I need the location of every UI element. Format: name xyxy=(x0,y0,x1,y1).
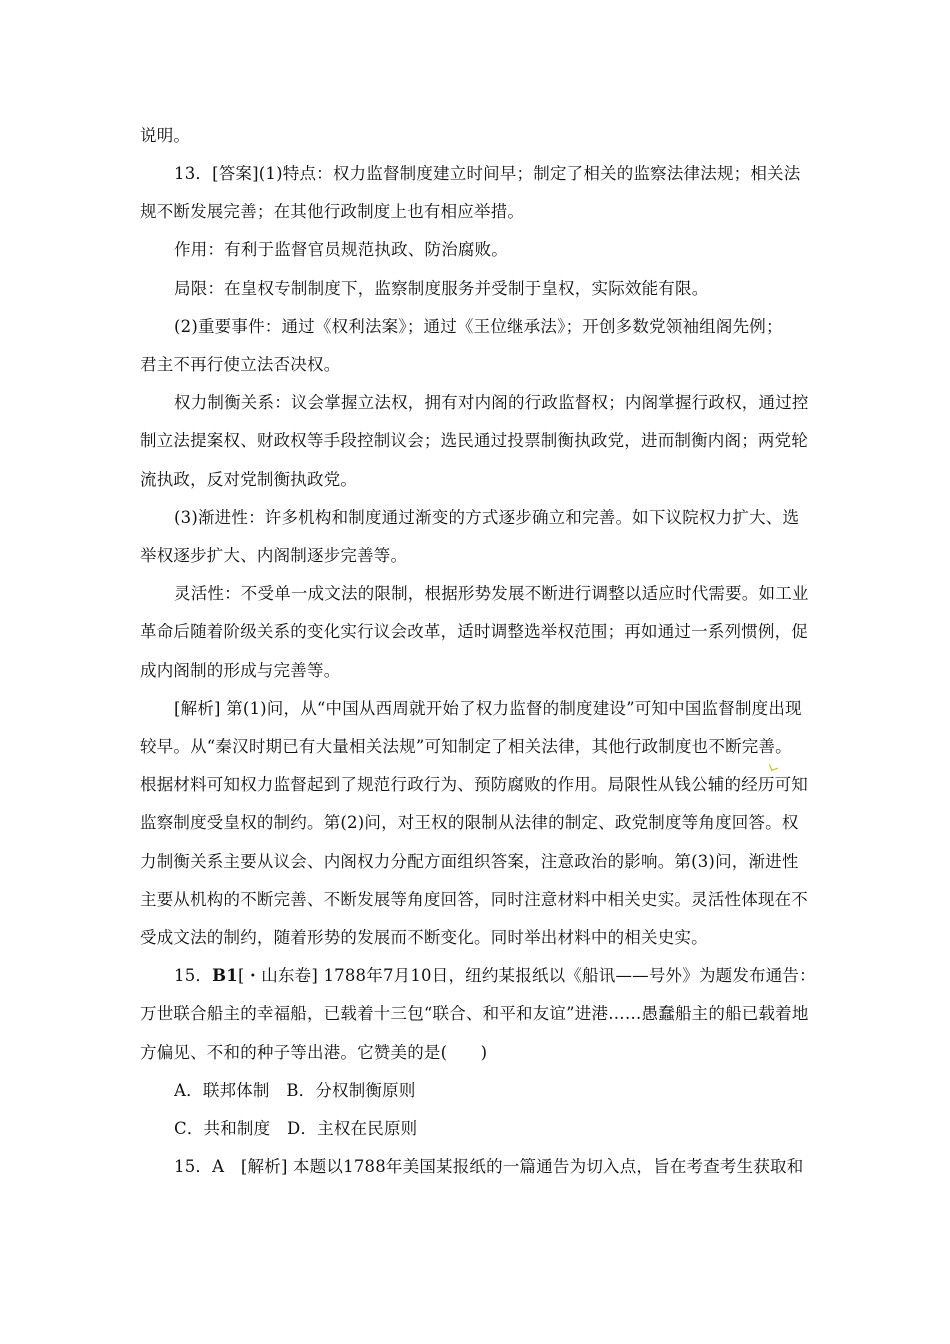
text-line: 根据材料可知权力监督起到了规范行政行为、预防腐败的作用。局限性从钱公辅的经历可知 xyxy=(140,775,808,794)
text-line: 说明。 xyxy=(140,126,191,145)
question-text: [・山东卷] 1788年7月10日，纽约某报纸以《船讯——号外》为题发布通告： xyxy=(237,966,816,985)
option-line: C．共和制度 D．主权在民原则 xyxy=(174,1119,418,1138)
check-mark-icon xyxy=(769,762,778,771)
text-line: 万世联合船主的幸福船，已载着十三包“联合、和平和友谊”进港……愚蠢船主的船已载着地 xyxy=(140,1004,809,1023)
text-line: 权力制衡关系：议会掌握立法权，拥有对内阁的行政监督权；内阁掌握行政权，通过控 xyxy=(174,393,809,412)
option-line: A．联邦体制 B．分权制衡原则 xyxy=(174,1081,416,1100)
text-line: 受成文法的制约，随着形势的发展而不断变化。同时举出材料中的相关史实。 xyxy=(140,928,708,947)
text-line: 革命后随着阶级关系的变化实行议会改革，适时调整选举权范围；再如通过一系列惯例，促 xyxy=(140,622,808,641)
text-line: 举权逐步扩大、内阁制逐步完善等。 xyxy=(140,546,408,565)
text-line: 规不断发展完善；在其他行政制度上也有相应举措。 xyxy=(140,202,525,221)
text-line: 监察制度受皇权的制约。第(2)问，对王权的限制从法律的制定、政党制度等角度回答。权 xyxy=(140,813,799,832)
text-line: 制立法提案权、财政权等手段控制议会；选民通过投票制衡执政党，进而制衡内阁；两党轮 xyxy=(140,431,808,450)
question-15-line xyxy=(174,965,816,987)
text-line: 方偏见、不和的种子等出港。它赞美的是( ) xyxy=(140,1043,488,1062)
text-line: 成内阁制的形成与完善等。 xyxy=(140,661,341,680)
text-line: 13．[答案](1)特点：权力监督制度建立时间早；制定了相关的监察法律法规；相关法 xyxy=(174,164,801,183)
text-line: (2)重要事件：通过《权利法案》；通过《王位继承法》；开创多数党领袖组阁先例； xyxy=(174,317,783,336)
text-line: 灵活性：不受单一成文法的限制，根据形势发展不断进行调整以适应时代需要。如工业 xyxy=(174,584,809,603)
text-line: 君主不再行使立法否决权。 xyxy=(140,355,341,374)
text-line: 力制衡关系主要从议会、内阁权力分配方面组织答案，注意政治的影响。第(3)问，渐进性 xyxy=(140,852,799,871)
text-line: [解析] 第(1)问，从“中国从西周就开始了权力监督的制度建设”可知中国监督制度出现 xyxy=(174,699,802,718)
text-line: 作用：有利于监督官员规范执政、防治腐败。 xyxy=(174,240,508,259)
question-tag: B1 xyxy=(212,966,238,985)
text-line: 局限：在皇权专制制度下，监察制度服务并受制于皇权，实际效能有限。 xyxy=(174,279,709,298)
text-line: 较早。从“秦汉时期已有大量相关法规”可知制定了相关法律，其他行政制度也不断完善。 xyxy=(140,737,792,756)
question-number: 15． xyxy=(174,966,213,985)
text-line: (3)渐进性：许多机构和制度通过渐变的方式逐步确立和完善。如下议院权力扩大、选 xyxy=(174,508,800,527)
text-line: 15．A [解析] 本题以1788年美国某报纸的一篇通告为切入点，旨在考查考生获取和 xyxy=(174,1157,804,1176)
text-line: 主要从机构的不断完善、不断发展等角度回答，同时注意材料中相关史实。灵活性体现在不 xyxy=(140,890,808,909)
text-line: 流执政，反对党制衡执政党。 xyxy=(140,470,358,489)
